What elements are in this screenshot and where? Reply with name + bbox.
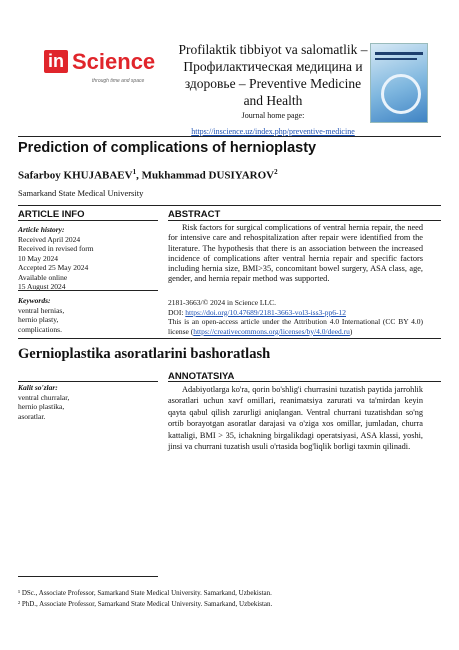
- license-post: ): [349, 326, 353, 336]
- article-meta: [168, 298, 423, 336]
- logo-in: in: [44, 50, 68, 73]
- keywords-label: Keywords:: [18, 296, 51, 305]
- uz-keyword: hernio plastika,: [18, 402, 65, 411]
- abstract-heading: ABSTRACT: [168, 209, 221, 220]
- abstract-text: Risk factors for surgical complications of ventral hernia repair, the need for intensive care and rehospitalization after repair were identified from the literature. The hypothesis that there is an association between the increased incidence of complications after ventral hernia repair and specific factors including hernia size, BMI>35, concomitant bowel surgery, ASA class, age, gender, and hernia repair method was supported.: [168, 223, 423, 284]
- journal-title-block: [158, 41, 388, 140]
- keyword: ventral hernias,: [18, 305, 65, 315]
- author-1-sup: 1: [132, 168, 137, 176]
- doi-label: DOI:: [168, 307, 186, 317]
- license-line: [168, 317, 423, 336]
- author-1: Safarboy KHUJABAEV: [18, 169, 133, 182]
- info-heading-rule: [18, 220, 158, 221]
- affiliation-divider: [18, 205, 441, 206]
- keyword: complications.: [18, 324, 62, 334]
- footnote-2: ² PhD., Associate Professor, Samarkand State Medical University. Samarkand, Uzbekistan.: [18, 600, 273, 608]
- uz-info-rule: [18, 381, 158, 382]
- keyword: hernio plasty,: [18, 315, 59, 324]
- uz-abstract-rule: [168, 381, 441, 382]
- uz-keywords-block: [18, 383, 156, 421]
- license-pre: This is an open-access article under the Attribution 4.0 International (CC BY 4.0) license (: [168, 317, 423, 336]
- history-line: Accepted 25 May 2024: [18, 263, 89, 272]
- logo-science: Science: [72, 49, 156, 74]
- history-line: Received April 2024: [18, 234, 81, 244]
- article-history: [18, 225, 156, 292]
- info-divider: [18, 290, 158, 291]
- doi-link[interactable]: https://doi.org/10.47689/2181-3663-vol3-iss3-pp6-12: [185, 307, 346, 317]
- uz-keyword: asoratlar.: [18, 411, 46, 421]
- journal-title-line1: Profilaktik tibbiyot va salomatlik –: [178, 42, 368, 57]
- logo-tagline: through time and space: [92, 78, 145, 84]
- license-link[interactable]: https://creativecommons.org/licenses/by/4.0/deed.ru: [193, 326, 350, 336]
- journal-title-line3: здоровье – Preventive Medicine: [184, 76, 362, 91]
- article-title: Prediction of complications of hernioplasty: [18, 140, 317, 156]
- annotatsiya-heading: ANNOTATSIYA: [168, 371, 235, 382]
- journal-cover-image: [370, 43, 428, 123]
- keywords-block: [18, 296, 156, 334]
- affiliation: Samarkand State Medical University: [18, 188, 144, 198]
- article-info-heading: ARTICLE INFO: [18, 209, 85, 220]
- footnote-1: ¹ DSc., Associate Professor, Samarkand State Medical University. Samarkand, Uzbekistan.: [18, 589, 272, 597]
- journal-title-line4: and Health: [243, 93, 303, 108]
- uzbek-title: Gernioplastika asoratlarini bashoratlash: [18, 346, 271, 362]
- uz-keywords-label: Kalit so'zlar:: [18, 383, 58, 392]
- history-line: Available online: [18, 272, 68, 282]
- uz-keyword: ventral churralar,: [18, 392, 70, 402]
- authors: [18, 168, 278, 182]
- annotatsiya-text: Adabiyotlarga ko'ra, qorin bo'shlig'i churrasini tuzatish paytida jarrohlik asoratlari uchun xavf omillari, reanimatsiya zarurati va ta'mirdan keyin qayta qabul qilish zarurligi aniqlangan. Ventral churrani tuzatishdan so'ng ortib borayotgan asoratlar darajasi va o'ziga xos omillar, jumladan, churra kattaligi, BMI > 35, ichakning birgalikdagi operatsiyasi, ASA klassi, yoshi, jinsi va churrani tuzatish usuli o'rtasida bog'liqlik borligi taxmin qilinadi.: [168, 385, 423, 452]
- journal-header: [18, 38, 441, 138]
- inscience-logo: [44, 50, 164, 102]
- issn-copyright: 2181-3663/© 2024 in Science LLC.: [168, 298, 276, 307]
- history-line: 15 August 2024: [18, 282, 66, 291]
- history-line: Received in revised form: [18, 244, 94, 253]
- author-2-sup: 2: [274, 168, 278, 176]
- homepage-label: Journal home page:: [241, 111, 305, 120]
- footnote-rule: [18, 576, 158, 577]
- author-2: Mukhammad DUSIYAROV: [141, 169, 275, 182]
- history-line: 10 May 2024: [18, 253, 58, 263]
- homepage-link[interactable]: https://inscience.uz/index.php/preventive-medicine: [191, 127, 355, 136]
- author-separator: ,: [136, 169, 142, 182]
- history-label: Article history:: [18, 225, 65, 234]
- abstract-heading-rule: [168, 220, 441, 221]
- section-divider: [18, 338, 441, 339]
- journal-title-line2: Профилактическая медицина и: [183, 59, 363, 74]
- doi-line: [168, 308, 423, 318]
- header-divider: [18, 136, 441, 137]
